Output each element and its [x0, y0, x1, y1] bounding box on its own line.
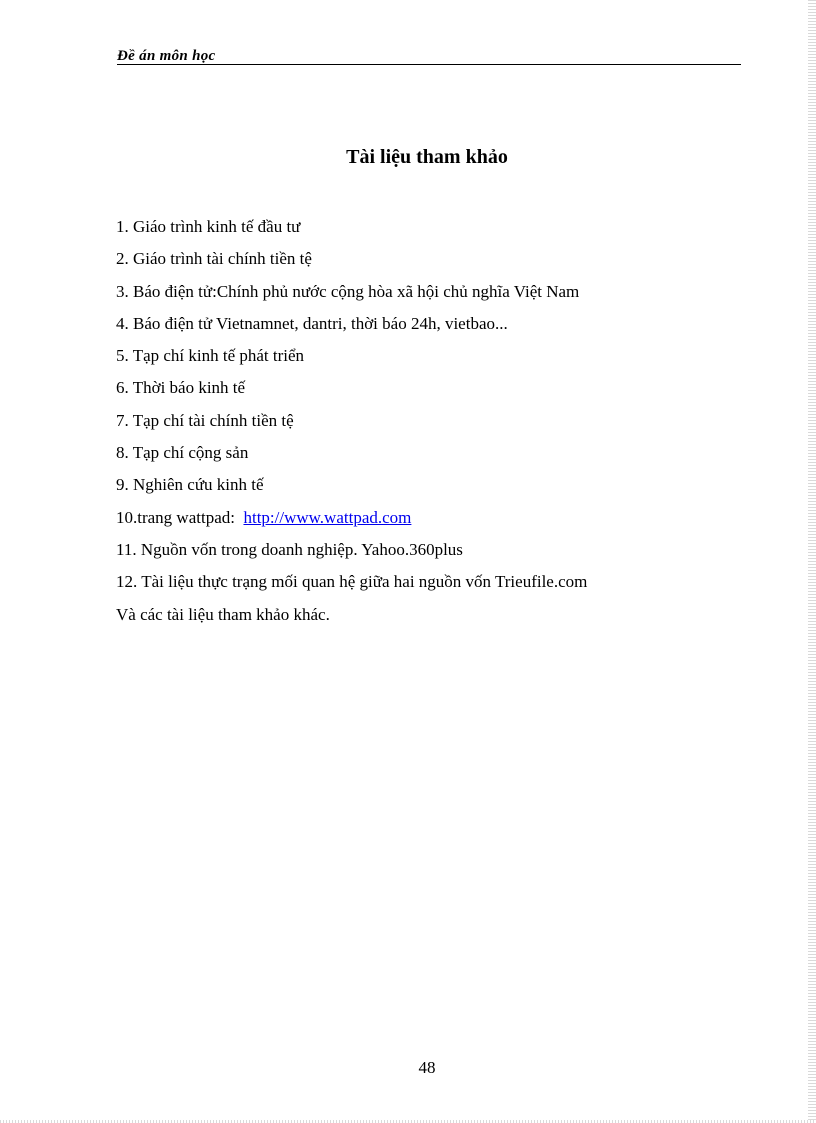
page-number: 48 [418, 1058, 436, 1077]
reference-item [116, 570, 587, 602]
reference-text: 12. Tài liệu thực trạng mối quan hệ giữa hai nguồn vốn Trieufile.com [116, 572, 588, 592]
reference-item [116, 280, 587, 312]
reference-item [116, 506, 587, 538]
reference-text: 1. Giáo trình kinh tế đầu tư [116, 217, 301, 236]
reference-text: 6. Thời báo kinh tế [116, 378, 246, 398]
reference-item [116, 538, 587, 570]
reference-text: 5. Tạp chí kinh tế phát triển [116, 346, 305, 366]
reference-item [116, 344, 587, 376]
reference-list [116, 215, 587, 635]
reference-text: 2. Giáo trình tài chính tiền tệ [116, 249, 312, 269]
header-rule [117, 64, 741, 65]
reference-text: Và các tài liệu tham khảo khác. [116, 604, 330, 624]
reference-text: 8. Tạp chí cộng sản [116, 443, 249, 463]
reference-item [116, 603, 587, 635]
reference-item [116, 312, 587, 344]
running-header: Đề án môn học [117, 48, 216, 64]
reference-text: 4. Báo điện tử Vietnamnet, dantri, thời báo 24h, vietbao... [116, 313, 508, 333]
reference-item [116, 409, 587, 441]
reference-item [116, 376, 587, 408]
reference-text: 11. Nguồn vốn trong doanh nghiệp. Yahoo.360plus [116, 539, 463, 559]
page-title: Tài liệu tham khảo [346, 146, 508, 168]
reference-text: 3. Báo điện tử:Chính phủ nước cộng hòa xã hội chủ nghĩa Việt Nam [116, 281, 580, 301]
reference-item [116, 441, 587, 473]
reference-text: 7. Tạp chí tài chính tiền tệ [116, 410, 294, 430]
reference-text: 10.trang wattpad: [116, 507, 244, 527]
wattpad-link[interactable]: http://www.wattpad.com [243, 507, 412, 527]
reference-item [116, 247, 587, 279]
reference-text: 9. Nghiên cứu kinh tế [116, 475, 264, 495]
reference-item [116, 473, 587, 505]
reference-item [116, 215, 587, 247]
